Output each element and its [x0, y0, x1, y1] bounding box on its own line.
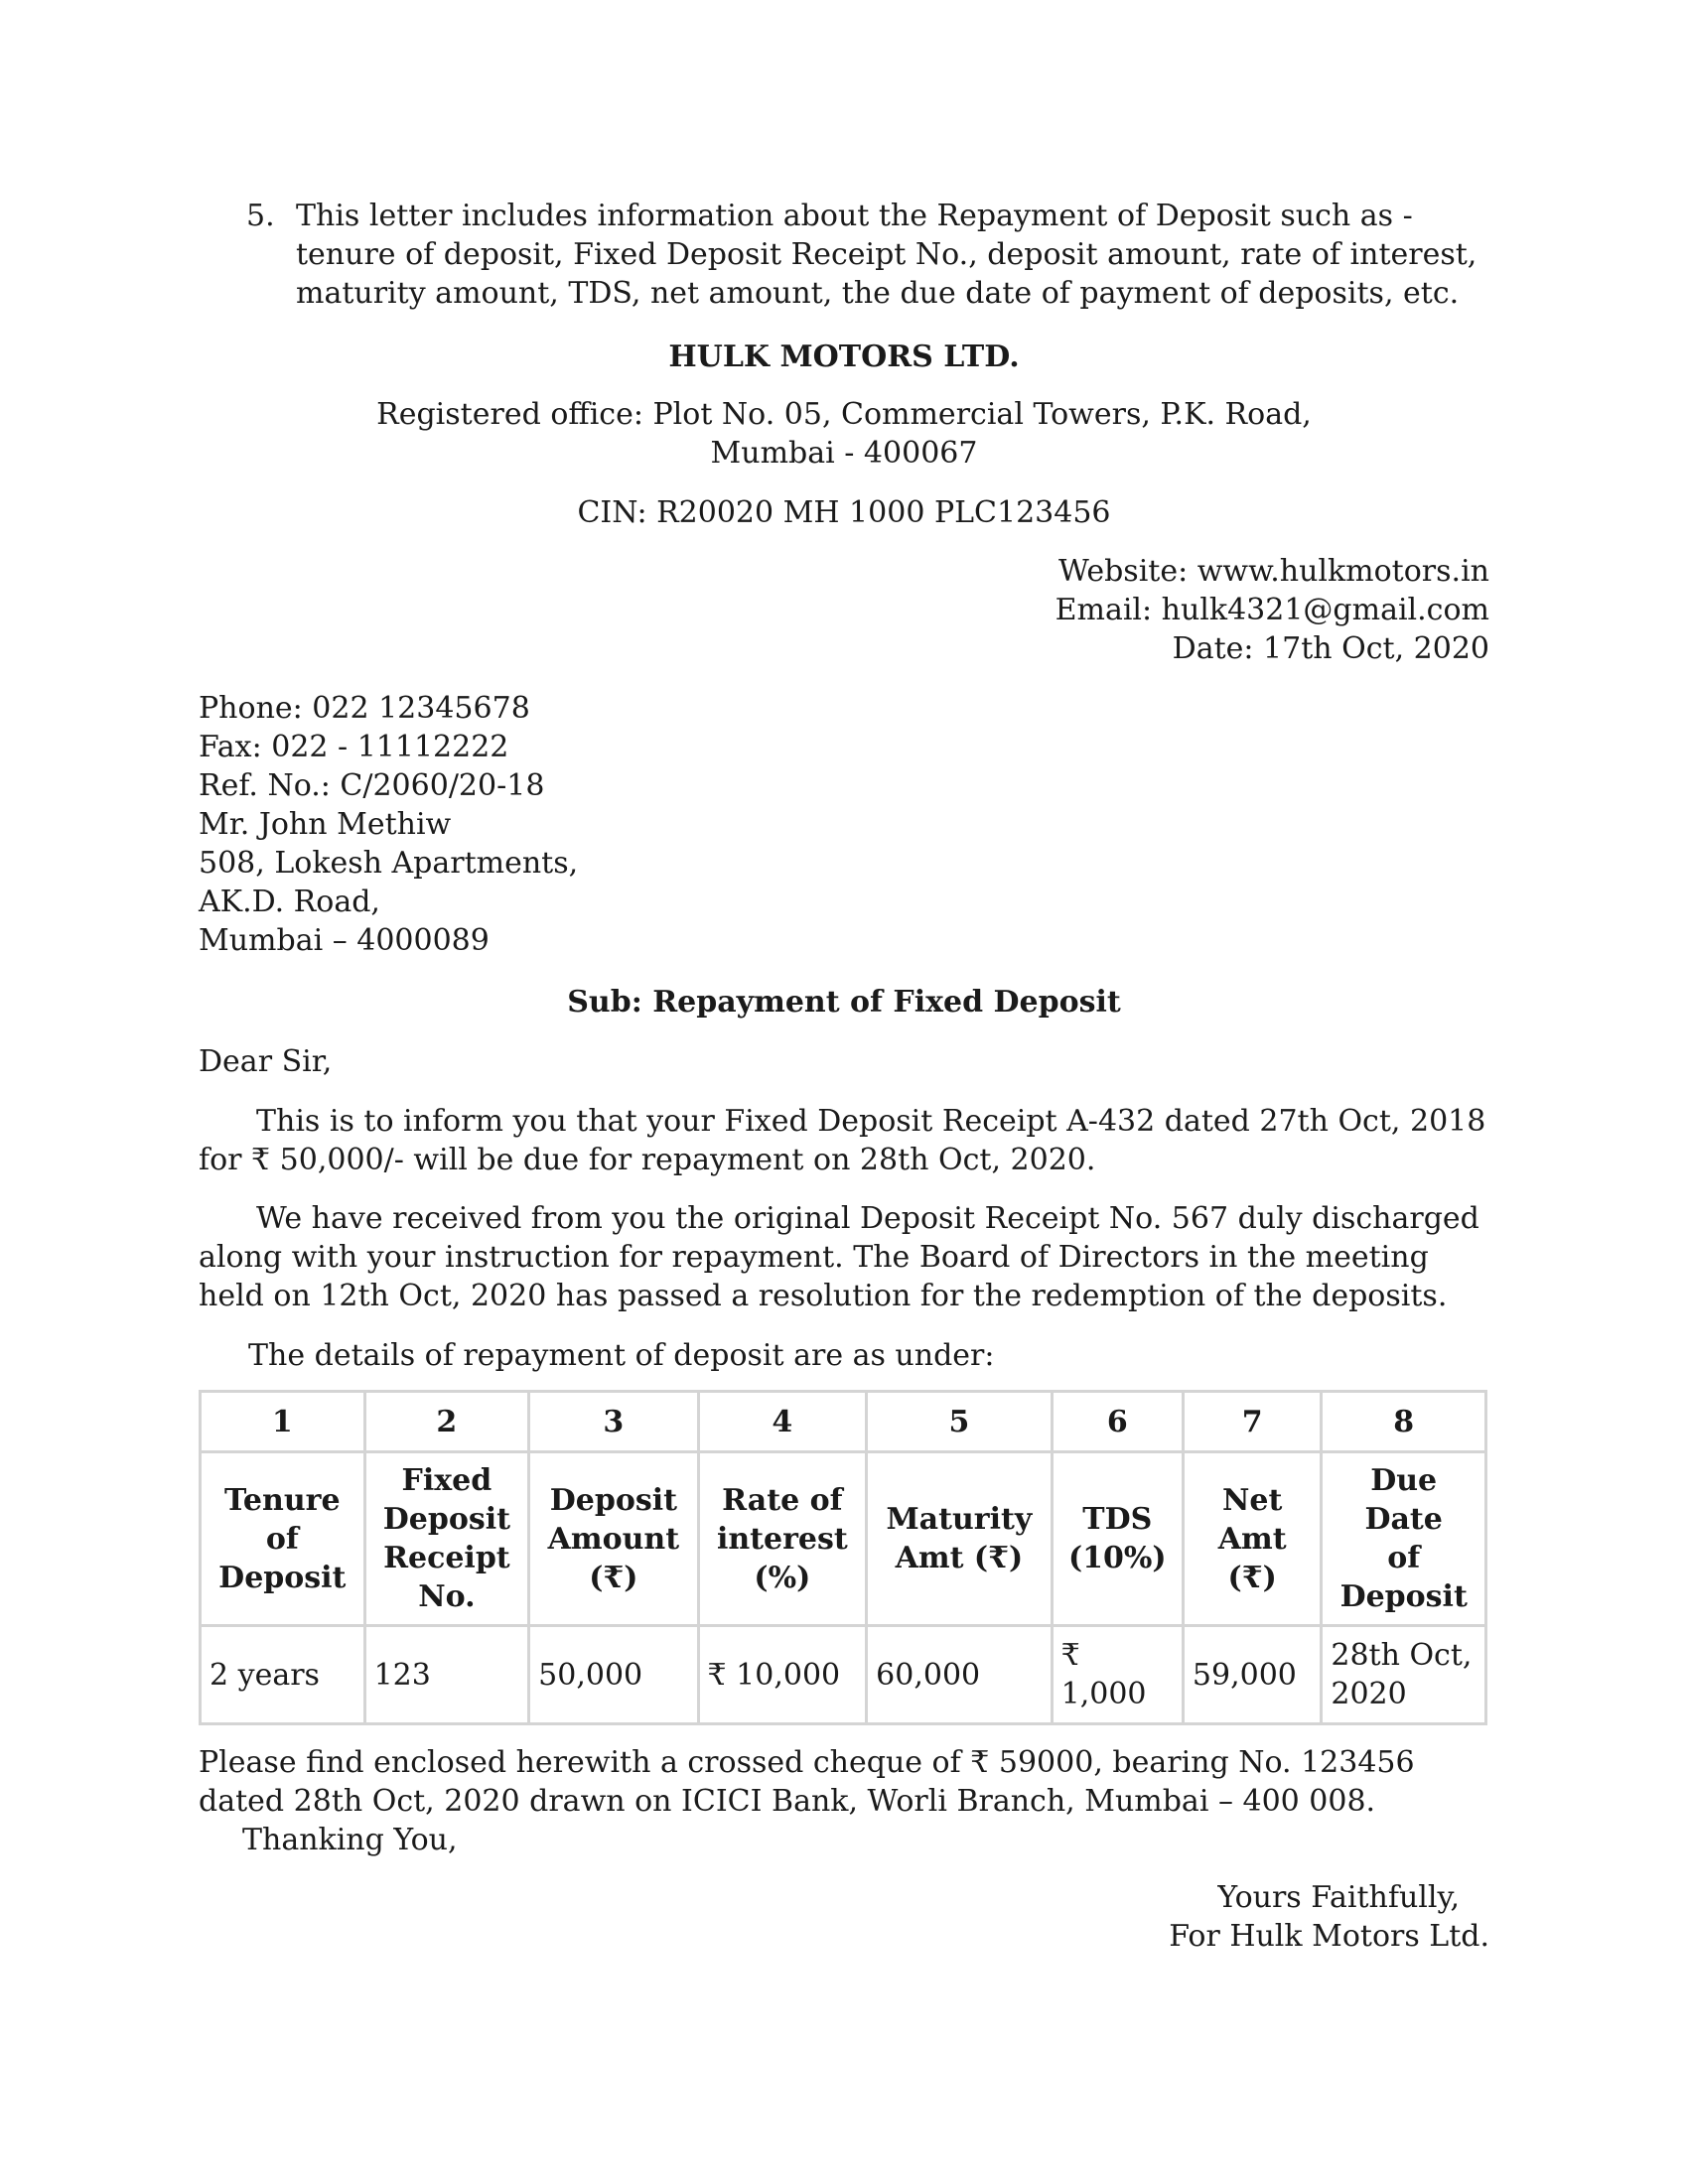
cell-due-date [1322, 1626, 1486, 1724]
header-line: of [265, 1521, 299, 1557]
subject-line: Sub: Repayment of Fixed Deposit [567, 985, 1121, 1020]
intro-item [246, 197, 1487, 313]
body-paragraph-3: The details of repayment of deposit are as under: [248, 1338, 995, 1373]
header-tenure [201, 1452, 365, 1626]
cell-maturity-amount [867, 1626, 1052, 1724]
cell-value: 123 [373, 1657, 431, 1693]
cin-number: CIN: R20020 MH 1000 PLC123456 [577, 495, 1111, 530]
header-line: Fixed [401, 1463, 492, 1498]
body-paragraph-1: This is to inform you that your Fixed Deposit Receipt A-432 dated 27th Oct, 2018 for ₹ 50,000/- will be due for repayment on 28th Oct, 2020. [199, 1104, 1486, 1177]
signoff-block [894, 1878, 1489, 1956]
header-line: Deposit [218, 1560, 347, 1595]
table-row [201, 1626, 1486, 1724]
office-line-2: Mumbai - 400067 [710, 436, 978, 471]
header-line: Receipt [383, 1541, 510, 1575]
header-line: TDS [1082, 1502, 1153, 1537]
recipient-name: Mr. John Methiw [199, 807, 452, 842]
company-contact-block [894, 552, 1489, 668]
reference-number: Ref. No.: C/2060/20-18 [199, 768, 545, 803]
cell-net-amount [1183, 1626, 1321, 1724]
cell-value: 2 years [210, 1657, 320, 1693]
cell-tenure [201, 1626, 365, 1724]
header-net-amount [1183, 1452, 1321, 1626]
office-line-1: Registered office: Plot No. 05, Commercial Towers, P.K. Road, [376, 397, 1312, 432]
cell-value: 2020 [1331, 1677, 1407, 1711]
cell-value: ₹ 10,000 [707, 1657, 841, 1693]
header-deposit-amount [529, 1452, 698, 1626]
column-number-row [201, 1392, 1486, 1452]
header-line: Deposit [382, 1502, 510, 1537]
header-line: Net [1221, 1482, 1283, 1518]
cell-rate-of-interest [698, 1626, 867, 1724]
header-maturity-amount [867, 1452, 1052, 1626]
column-number: 5 [867, 1392, 1052, 1452]
header-line: Tenure [224, 1482, 341, 1518]
recipient-block [199, 689, 578, 960]
intro-number: 5. [246, 199, 275, 233]
column-number: 2 [364, 1392, 529, 1452]
header-line: Maturity [886, 1502, 1033, 1537]
cell-receipt-no [364, 1626, 529, 1724]
intro-text: This letter includes information about the Repayment of Deposit such as - tenure of deposit, Fixed Deposit Receipt No., deposit amount, rate of interest, maturity amount, TDS, net amount, the due date of payment of deposits, etc. [296, 199, 1477, 311]
website: Website: www.hulkmotors.in [1057, 554, 1489, 589]
header-receipt-no [364, 1452, 529, 1626]
cell-value: 59,000 [1192, 1657, 1297, 1693]
thanking-line: Thanking You, [242, 1823, 458, 1857]
cell-value: ₹ 1,000 [1060, 1638, 1147, 1711]
column-number: 1 [201, 1392, 365, 1452]
column-number: 7 [1183, 1392, 1321, 1452]
header-line: Amt [1217, 1521, 1287, 1557]
header-line: Due Date [1364, 1463, 1443, 1537]
cell-value: 28th Oct, [1331, 1638, 1473, 1673]
cell-value: 50,000 [538, 1657, 643, 1693]
registered-office [0, 395, 1688, 473]
recipient-address-line-2: AK.D. Road, [199, 885, 380, 919]
column-number: 6 [1052, 1392, 1183, 1452]
header-line: Amount [547, 1521, 680, 1557]
cell-tds [1052, 1626, 1183, 1724]
column-number: 8 [1322, 1392, 1486, 1452]
company-name: HULK MOTORS LTD. [668, 340, 1020, 374]
header-line: (10%) [1067, 1541, 1167, 1575]
repayment-details-table [199, 1390, 1487, 1725]
body-paragraph-2: We have received from you the original Deposit Receipt No. 567 duly discharged along with your instruction for repayment. The Board of Directors in the meeting held on 12th Oct, 2020 has passed a resolution for the redemption of the deposits. [199, 1201, 1479, 1313]
fax: Fax: 022 - 11112222 [199, 730, 509, 764]
phone: Phone: 022 12345678 [199, 691, 530, 726]
yours-faithfully: Yours Faithfully, [1217, 1880, 1460, 1915]
header-line: Amt (₹) [895, 1541, 1024, 1575]
header-line: Rate of [722, 1482, 843, 1518]
column-number: 4 [698, 1392, 867, 1452]
cell-value: 60,000 [876, 1657, 981, 1693]
header-line: (₹) [589, 1560, 638, 1595]
column-header-row [201, 1452, 1486, 1626]
header-line: of Deposit [1339, 1541, 1468, 1614]
header-rate-of-interest [698, 1452, 867, 1626]
column-number: 3 [529, 1392, 698, 1452]
for-company: For Hulk Motors Ltd. [1169, 1919, 1489, 1954]
enclosure-paragraph: Please find enclosed herewith a crossed cheque of ₹ 59000, bearing No. 123456 dated 28th Oct, 2020 drawn on ICICI Bank, Worli Branch, Mumbai – 400 008. [199, 1745, 1415, 1819]
salutation: Dear Sir, [199, 1044, 333, 1079]
header-due-date [1322, 1452, 1486, 1626]
header-line: No. [418, 1579, 476, 1614]
recipient-address-line-3: Mumbai – 4000089 [199, 923, 490, 958]
header-line: (₹) [1227, 1560, 1277, 1595]
header-tds [1052, 1452, 1183, 1626]
cell-deposit-amount [529, 1626, 698, 1724]
header-line: (%) [754, 1560, 811, 1595]
recipient-address-line-1: 508, Lokesh Apartments, [199, 846, 579, 881]
header-line: Deposit [549, 1482, 677, 1518]
letter-date: Date: 17th Oct, 2020 [1172, 631, 1489, 666]
email: Email: hulk4321@gmail.com [1055, 593, 1489, 627]
header-line: interest [716, 1521, 848, 1557]
